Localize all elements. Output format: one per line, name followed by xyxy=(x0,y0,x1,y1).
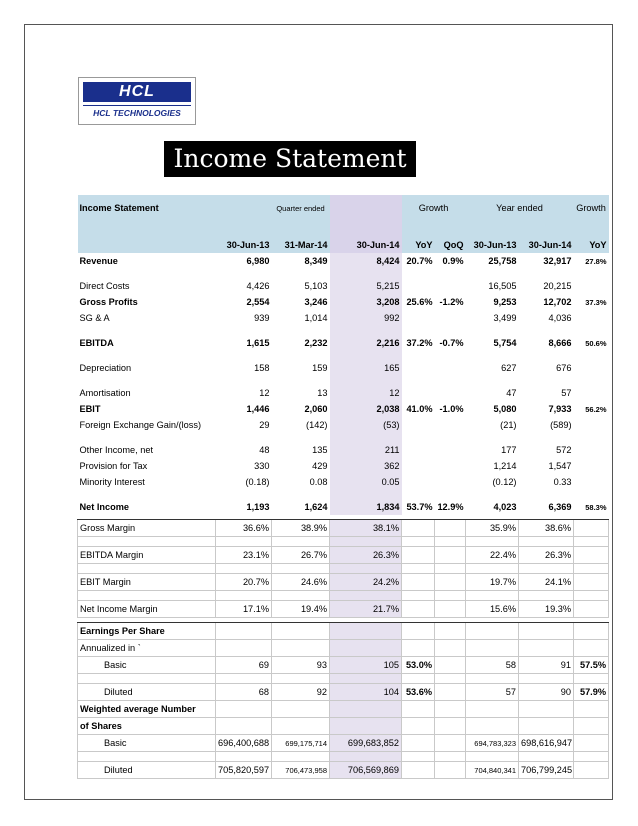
table-cell: 0.08 xyxy=(309,477,328,487)
table-row xyxy=(78,520,609,537)
table-cell xyxy=(435,520,466,537)
table-cell: 5,215 xyxy=(330,278,402,294)
row-label: Depreciation xyxy=(79,363,132,373)
row-label: EBIT Margin xyxy=(78,574,216,591)
row-label: EBITDA Margin xyxy=(78,547,216,564)
table-cell: 4,036 xyxy=(548,313,572,323)
table-row xyxy=(78,278,609,294)
table-cell: 19.3% xyxy=(519,601,574,618)
table-cell: 5,103 xyxy=(304,281,328,291)
table-cell xyxy=(435,601,466,618)
column-header: 30-Jun-13 xyxy=(466,237,519,253)
table-cell: 362 xyxy=(330,458,402,474)
table-cell: 53.7% xyxy=(406,502,433,512)
table-cell: 4,426 xyxy=(246,281,270,291)
table-cell: 50.6% xyxy=(585,338,607,348)
table-cell: 177 xyxy=(501,445,517,455)
table-cell: 90 xyxy=(519,684,574,701)
shares-title-2-label: of Shares xyxy=(78,718,216,735)
table-cell xyxy=(574,458,609,474)
header-columns-row xyxy=(78,237,609,253)
table-cell: 706,473,958 xyxy=(272,762,330,779)
table-cell: 69 xyxy=(216,657,272,674)
table-cell xyxy=(435,684,466,701)
column-header: QoQ xyxy=(435,237,466,253)
table-cell: 6,369 xyxy=(548,502,572,512)
header-label: Income Statement xyxy=(78,195,216,221)
table-cell xyxy=(402,417,435,433)
row-label: Diluted xyxy=(78,684,216,701)
table-cell: 32,917 xyxy=(543,256,572,266)
table-cell xyxy=(435,735,466,752)
table-cell: 1,624 xyxy=(304,502,328,512)
table-cell: 22.4% xyxy=(466,547,519,564)
spacer-row xyxy=(78,591,609,601)
table-cell: 8,666 xyxy=(548,338,572,348)
income-statement-table xyxy=(77,195,607,779)
table-cell: 53.0% xyxy=(402,657,435,674)
table-cell xyxy=(574,547,609,564)
table-cell: 57 xyxy=(561,388,572,398)
table-cell: 429 xyxy=(312,461,328,471)
row-label: Minority Interest xyxy=(79,477,145,487)
table-cell xyxy=(402,547,435,564)
table-cell xyxy=(435,278,466,294)
table-cell xyxy=(574,735,609,752)
table-cell xyxy=(574,574,609,591)
table-cell xyxy=(574,474,609,490)
row-label: Revenue xyxy=(79,256,118,266)
table-cell: 35.9% xyxy=(466,520,519,537)
table-cell: 20.7% xyxy=(216,574,272,591)
table-cell: 47 xyxy=(506,388,517,398)
table-cell: 38.9% xyxy=(272,520,330,537)
table-cell: 38.1% xyxy=(330,520,402,537)
table-cell xyxy=(435,442,466,458)
table-row xyxy=(78,294,609,310)
table-row xyxy=(78,310,609,326)
table-cell xyxy=(402,735,435,752)
table-cell: 9,253 xyxy=(493,297,517,307)
table-cell: 41.0% xyxy=(406,404,433,414)
table-cell xyxy=(402,360,435,376)
table-cell: 24.2% xyxy=(330,574,402,591)
table-cell: (53) xyxy=(330,417,402,433)
header-row-1 xyxy=(78,195,609,221)
shares-title xyxy=(78,701,609,718)
eps-title xyxy=(78,623,609,640)
table-cell: 699,683,852 xyxy=(330,735,402,752)
table-cell: 1,547 xyxy=(548,461,572,471)
table-cell: 1,014 xyxy=(304,313,328,323)
table-cell: 1,214 xyxy=(493,461,517,471)
table-cell: -1.2% xyxy=(439,297,464,307)
column-header: 30-Jun-14 xyxy=(330,237,402,253)
table-cell: 706,799,245 xyxy=(519,762,574,779)
table-row xyxy=(78,417,609,433)
table-cell: 211 xyxy=(330,442,402,458)
column-header: YoY xyxy=(402,237,435,253)
table-cell xyxy=(402,601,435,618)
table-cell xyxy=(574,442,609,458)
table-cell: 2,038 xyxy=(330,401,402,417)
table-cell: 68 xyxy=(216,684,272,701)
eps-annualized-label: Annualized in ` xyxy=(78,640,216,657)
table-cell: 48 xyxy=(259,445,270,455)
table-cell xyxy=(402,458,435,474)
table-cell: 26.3% xyxy=(330,547,402,564)
table-cell: 3,246 xyxy=(304,297,328,307)
table-row xyxy=(78,442,609,458)
hcl-logo xyxy=(78,77,196,125)
table-cell: 2,232 xyxy=(304,338,328,348)
column-header: 30-Jun-13 xyxy=(216,237,272,253)
table-cell: (589) xyxy=(550,420,572,430)
table-cell: 5,080 xyxy=(493,404,517,414)
table-cell xyxy=(402,385,435,401)
table-cell: 12.9% xyxy=(437,502,464,512)
table-row xyxy=(78,458,609,474)
table-cell: 57.5% xyxy=(574,657,609,674)
table-cell xyxy=(435,458,466,474)
row-label: Basic xyxy=(78,657,216,674)
table-cell: 36.6% xyxy=(216,520,272,537)
table-cell: 25,758 xyxy=(488,256,517,266)
spacer-row xyxy=(78,674,609,684)
table-row xyxy=(78,335,609,351)
table-cell: 330 xyxy=(254,461,270,471)
table-cell: (142) xyxy=(306,420,328,430)
row-label: EBIT xyxy=(79,404,101,414)
table-cell xyxy=(402,574,435,591)
table-cell: 25.6% xyxy=(406,297,433,307)
table-row xyxy=(78,474,609,490)
spacer-row xyxy=(78,537,609,547)
table-cell xyxy=(435,762,466,779)
table-cell xyxy=(435,310,466,326)
table-cell: 1,615 xyxy=(246,338,270,348)
table-cell: 26.7% xyxy=(272,547,330,564)
table-cell xyxy=(402,442,435,458)
row-label: Basic xyxy=(78,735,216,752)
row-label: SG & A xyxy=(79,313,110,323)
column-header: YoY xyxy=(574,237,609,253)
table-cell: 12 xyxy=(259,388,270,398)
table-cell: 694,783,323 xyxy=(466,735,519,752)
table-cell: 0.33 xyxy=(553,477,572,487)
table-cell: 58 xyxy=(466,657,519,674)
row-label: Gross Margin xyxy=(78,520,216,537)
table-cell xyxy=(574,762,609,779)
table-cell: 992 xyxy=(330,310,402,326)
table-cell xyxy=(435,657,466,674)
table-row xyxy=(78,401,609,417)
table-cell: 165 xyxy=(330,360,402,376)
row-label: Other Income, net xyxy=(79,445,154,455)
table-cell: 20,215 xyxy=(543,281,572,291)
table-cell: -1.0% xyxy=(439,404,464,414)
spacer-row xyxy=(78,564,609,574)
header-growth: Growth xyxy=(402,195,466,221)
table-cell: 572 xyxy=(556,445,572,455)
table-cell: 698,616,947 xyxy=(519,735,574,752)
table-cell: 24.6% xyxy=(272,574,330,591)
table-cell: 0.05 xyxy=(330,474,402,490)
table-cell: 706,569,869 xyxy=(330,762,402,779)
table-cell: 57.9% xyxy=(574,684,609,701)
table-row xyxy=(78,547,609,564)
table-cell: 6,980 xyxy=(246,256,270,266)
row-label: Direct Costs xyxy=(79,281,130,291)
table-cell: 2,216 xyxy=(330,335,402,351)
page-title: Income Statement xyxy=(164,141,416,177)
table-cell: 23.1% xyxy=(216,547,272,564)
table-row xyxy=(78,499,609,515)
table-cell: 104 xyxy=(330,684,402,701)
table-cell: 37.2% xyxy=(406,338,433,348)
table-cell: 17.1% xyxy=(216,601,272,618)
table-row xyxy=(78,601,609,618)
table-cell: 699,175,714 xyxy=(272,735,330,752)
table-cell: 16,505 xyxy=(488,281,517,291)
table-cell xyxy=(435,385,466,401)
row-label: Foreign Exchange Gain/(loss) xyxy=(79,420,202,430)
table-cell xyxy=(574,278,609,294)
table-cell: 5,754 xyxy=(493,338,517,348)
row-label: Net Income xyxy=(79,502,130,512)
table-cell: 3,499 xyxy=(493,313,517,323)
column-header: 30-Jun-14 xyxy=(519,237,574,253)
table-cell: 21.7% xyxy=(330,601,402,618)
table-cell: (21) xyxy=(500,420,517,430)
table-cell: 27.8% xyxy=(585,256,607,266)
row-label: Gross Profits xyxy=(79,297,138,307)
table-row xyxy=(78,762,609,779)
table-cell xyxy=(435,417,466,433)
table-cell: -0.7% xyxy=(439,338,464,348)
table-cell: 2,554 xyxy=(246,297,270,307)
table-cell xyxy=(402,474,435,490)
table-row xyxy=(78,360,609,376)
table-cell: 939 xyxy=(254,313,270,323)
table-cell: 3,208 xyxy=(330,294,402,310)
table-cell: 2,060 xyxy=(304,404,328,414)
table-row xyxy=(78,684,609,701)
table-cell: 19.4% xyxy=(272,601,330,618)
table-cell xyxy=(435,360,466,376)
table-cell: 12 xyxy=(330,385,402,401)
table-cell: 676 xyxy=(556,363,572,373)
row-label: Diluted xyxy=(78,762,216,779)
row-label: Net Income Margin xyxy=(78,601,216,618)
header-row-2 xyxy=(78,221,609,237)
header-year-ended: Year ended xyxy=(466,195,574,221)
table-cell: 159 xyxy=(312,363,328,373)
table-cell: 19.7% xyxy=(466,574,519,591)
table-cell xyxy=(574,520,609,537)
table-cell: 0.9% xyxy=(442,256,464,266)
table-cell xyxy=(574,360,609,376)
shares-title-label: Weighted average Number xyxy=(78,701,216,718)
table-cell: 4,023 xyxy=(493,502,517,512)
logo-subtitle: HCL TECHNOLOGIES xyxy=(83,105,191,121)
table-row xyxy=(78,574,609,591)
header-growth-2: Growth xyxy=(574,195,609,221)
table-cell xyxy=(574,601,609,618)
table-cell xyxy=(402,520,435,537)
row-label: Provision for Tax xyxy=(79,461,148,471)
table-cell: 13 xyxy=(317,388,328,398)
header-quarter-ended: Quarter ended xyxy=(272,195,330,221)
table-row xyxy=(78,735,609,752)
table-cell: 29 xyxy=(259,420,270,430)
table-cell: 53.6% xyxy=(402,684,435,701)
table-row xyxy=(78,253,609,269)
table-cell: 37.3% xyxy=(585,297,607,307)
table-cell xyxy=(402,278,435,294)
logo-mark: HCL xyxy=(83,82,191,102)
column-header: 31-Mar-14 xyxy=(272,237,330,253)
table-cell: 93 xyxy=(272,657,330,674)
table-cell: 7,933 xyxy=(548,404,572,414)
eps-annualized xyxy=(78,640,609,657)
table-cell: 57 xyxy=(466,684,519,701)
table-cell xyxy=(435,474,466,490)
spacer-row xyxy=(78,269,609,278)
table-cell xyxy=(574,417,609,433)
table-cell: 15.6% xyxy=(466,601,519,618)
eps-title-label: Earnings Per Share xyxy=(78,623,216,640)
spacer-row xyxy=(78,376,609,385)
table-cell xyxy=(402,762,435,779)
table-cell: 92 xyxy=(272,684,330,701)
table-cell: 1,193 xyxy=(246,502,270,512)
table-cell: 38.6% xyxy=(519,520,574,537)
table-cell: 8,349 xyxy=(304,256,328,266)
table-cell xyxy=(574,310,609,326)
table-cell: 135 xyxy=(312,445,328,455)
table-cell: 58.3% xyxy=(585,502,607,512)
table-cell: 12,702 xyxy=(543,297,572,307)
table-cell: 91 xyxy=(519,657,574,674)
table-cell: (0.18) xyxy=(245,477,270,487)
spacer-row xyxy=(78,752,609,762)
table-cell: 704,840,341 xyxy=(466,762,519,779)
table-cell: 1,834 xyxy=(330,499,402,515)
table-row xyxy=(78,385,609,401)
table-cell: (0.12) xyxy=(492,477,517,487)
table-cell: 8,424 xyxy=(330,253,402,269)
table-cell: 627 xyxy=(501,363,517,373)
table-cell: 20.7% xyxy=(406,256,433,266)
spacer-row xyxy=(78,326,609,335)
table-cell: 1,446 xyxy=(246,404,270,414)
table-cell xyxy=(574,385,609,401)
table-cell xyxy=(435,574,466,591)
table-cell: 56.2% xyxy=(585,404,607,414)
table-cell: 158 xyxy=(254,363,270,373)
row-label: Amortisation xyxy=(79,388,131,398)
table-cell: 24.1% xyxy=(519,574,574,591)
row-label: EBITDA xyxy=(79,338,114,348)
spacer-row xyxy=(78,490,609,499)
table-cell: 705,820,597 xyxy=(216,762,272,779)
table-cell xyxy=(402,310,435,326)
table-row xyxy=(78,657,609,674)
spacer-row xyxy=(78,351,609,360)
table-cell: 105 xyxy=(330,657,402,674)
table-cell: 696,400,688 xyxy=(216,735,272,752)
table-cell: 26.3% xyxy=(519,547,574,564)
spacer-row xyxy=(78,433,609,442)
shares-title-2 xyxy=(78,718,609,735)
table-cell xyxy=(435,547,466,564)
